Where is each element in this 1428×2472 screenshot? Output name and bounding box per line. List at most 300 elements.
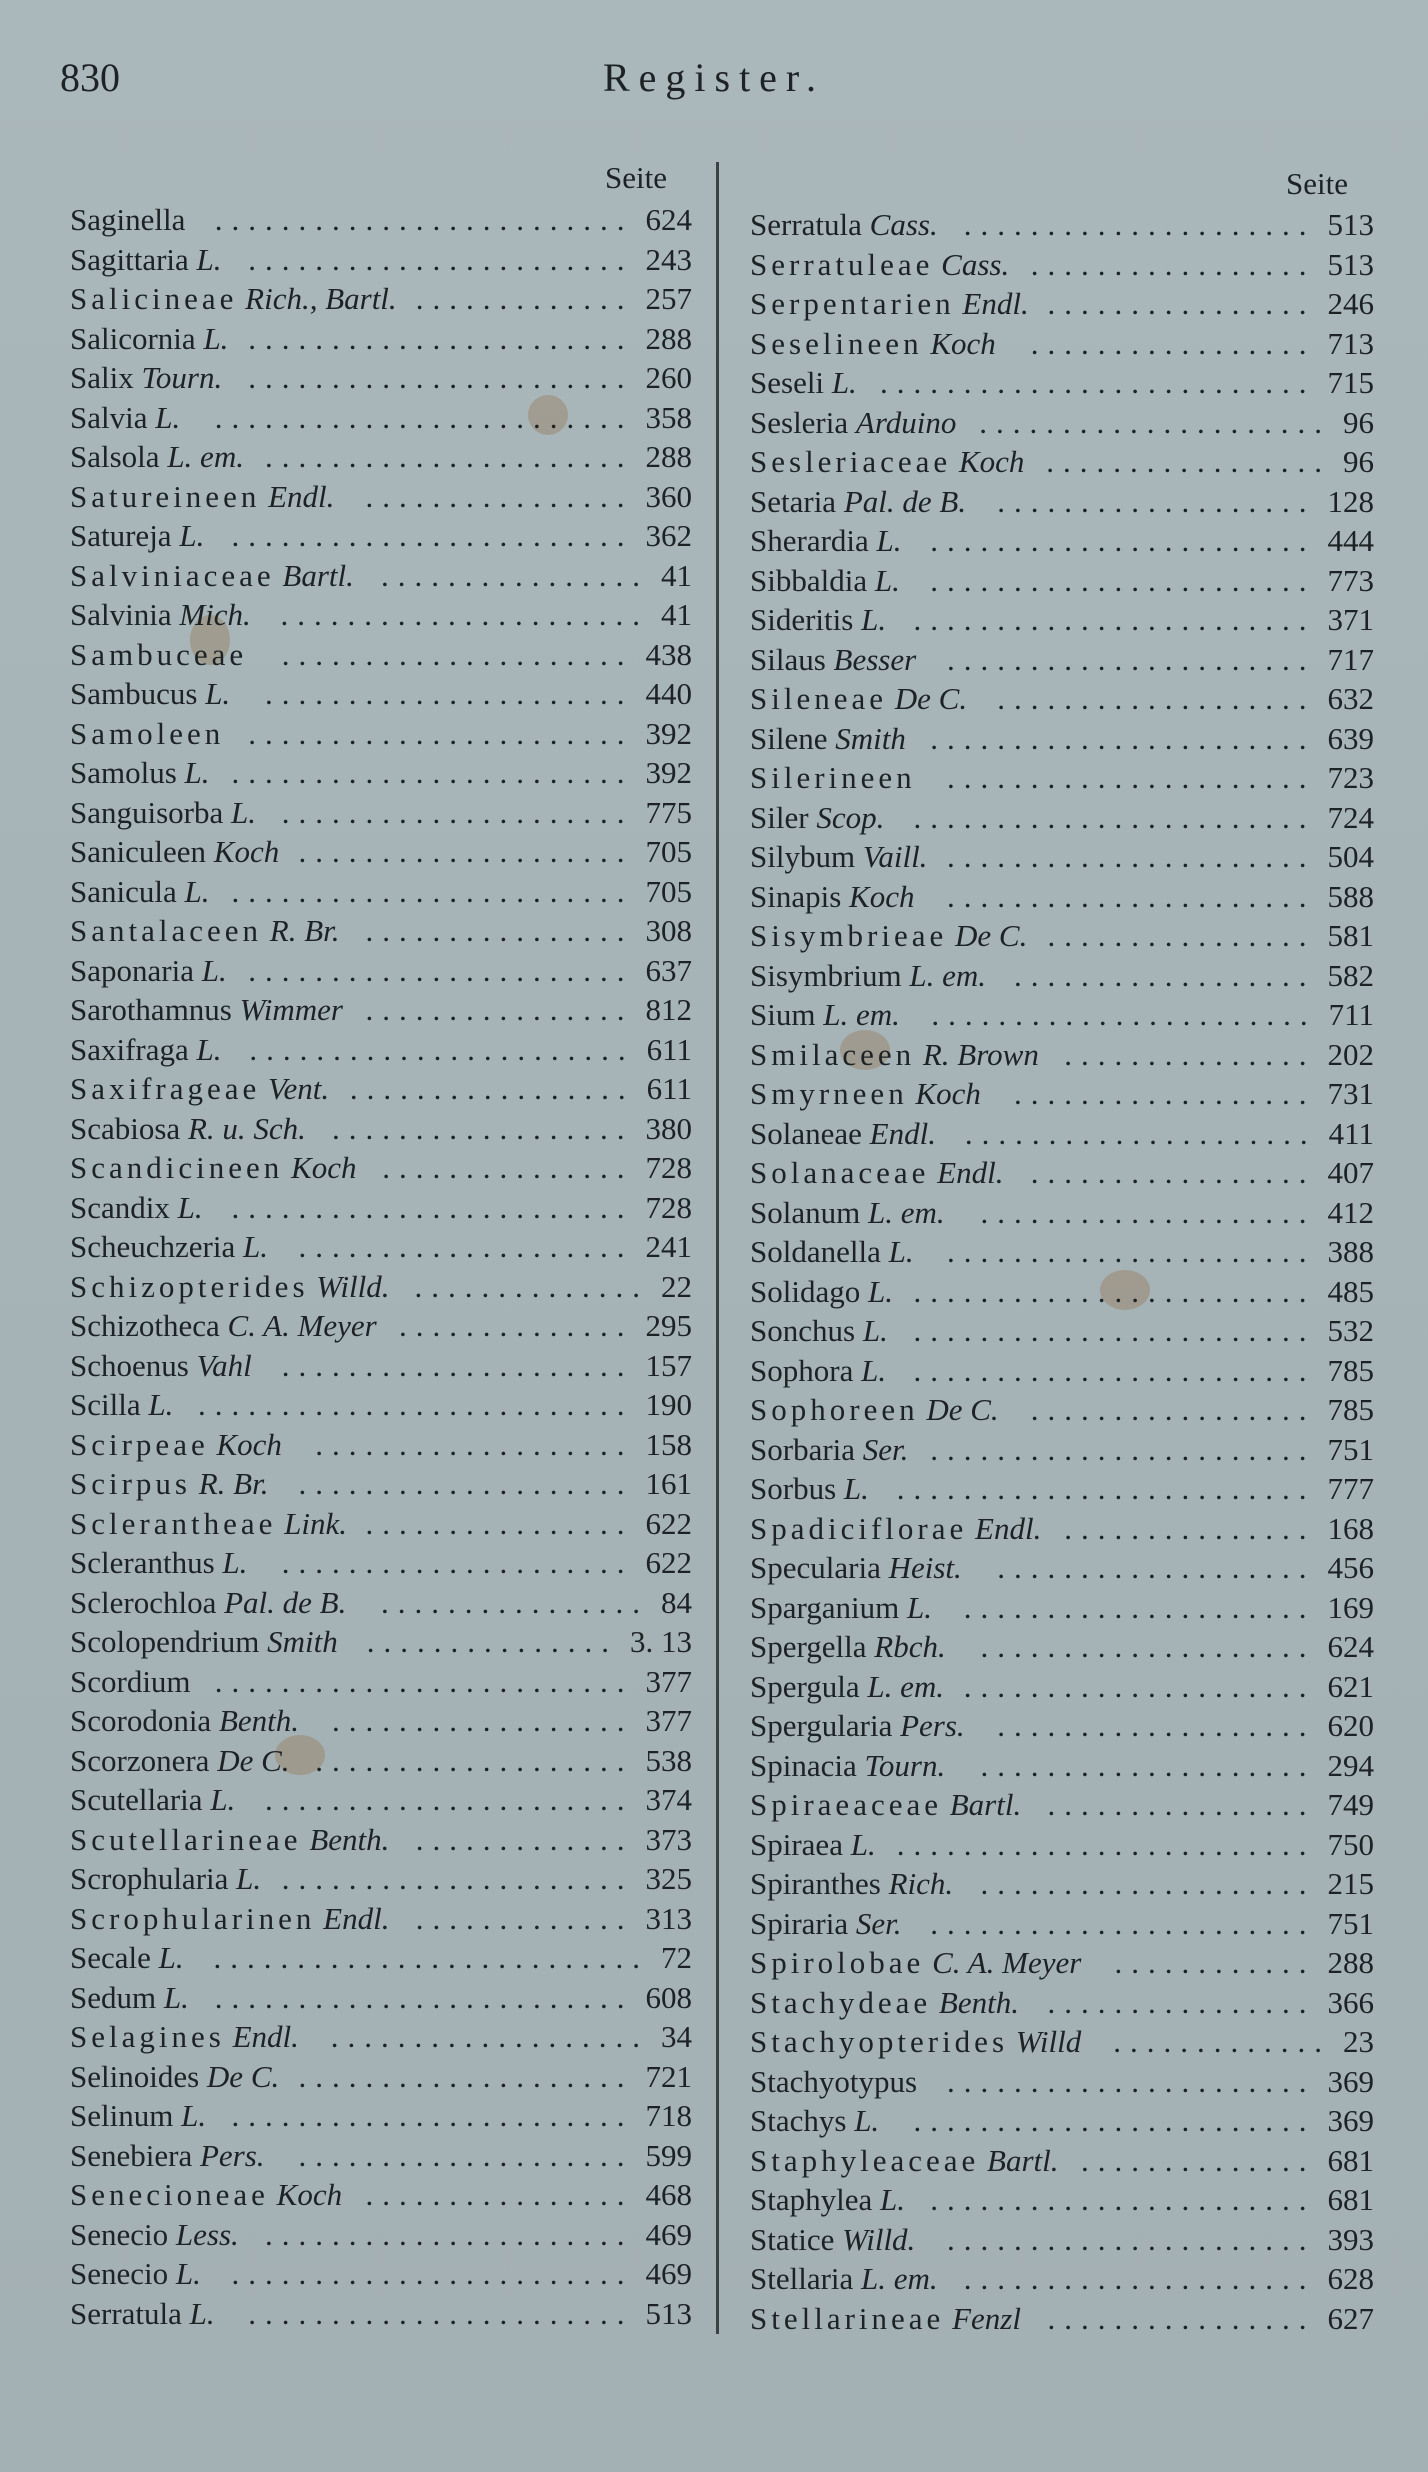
entry-name: Stachyopterides (750, 2024, 1009, 2059)
entry-term (70, 1741, 290, 1780)
entry-page: 161 (645, 1466, 692, 1501)
index-entry (750, 1864, 1374, 1903)
leader-dots: ............ (1114, 1945, 1316, 1980)
leader-dots: .................. (1014, 1076, 1316, 1111)
index-entry (70, 2175, 692, 2214)
faded-handwriting (40, 2390, 600, 2450)
entry-name: Saxifrageae (70, 1071, 261, 1106)
leader-dots: ............... (366, 1624, 618, 1659)
entry-name: Solidago (750, 1273, 861, 1309)
leader-dots: ....................... (248, 320, 634, 356)
entry-author: Endl. (869, 1115, 936, 1151)
leader-dots: ........................ (231, 2098, 634, 2133)
entry-page: 513 (1327, 207, 1374, 242)
entry-term (70, 2017, 299, 2056)
index-entry (750, 956, 1374, 995)
entry-name: Soldanella (750, 1234, 881, 1269)
entry-page: 599 (645, 2137, 692, 2173)
entry-author: Link. (284, 1505, 347, 1541)
entry-author: De C. (217, 1742, 290, 1778)
index-entry (70, 832, 692, 871)
entry-name: Scrophularinen (70, 1900, 316, 1936)
entry-page: 538 (645, 1742, 692, 1778)
entry-term (750, 798, 884, 837)
leader-dots: ................ (1047, 918, 1316, 953)
entry-author: L. (880, 2182, 905, 2217)
entry-page: 622 (645, 1545, 692, 1580)
entry-page: 681 (1327, 2182, 1374, 2217)
entry-page: 202 (1327, 1036, 1374, 1072)
entry-author: Scop. (816, 799, 885, 835)
index-entry (750, 600, 1374, 639)
index-entry (750, 1943, 1374, 1982)
entry-term (750, 1232, 914, 1271)
entry-name: Sorbus (750, 1471, 837, 1506)
entry-name: Scorodonia (70, 1703, 212, 1738)
entry-page: 750 (1327, 1826, 1374, 1862)
entry-author: Rich. (888, 1866, 954, 1901)
leader-dots: ....................... (930, 2182, 1316, 2217)
entry-author: L. (867, 1273, 893, 1309)
leader-dots: ....................... (248, 2295, 634, 2331)
index-entry (750, 995, 1374, 1034)
entry-term (750, 324, 996, 363)
leader-dots: ................. (349, 1071, 635, 1106)
entry-page: 713 (1327, 325, 1374, 361)
leader-dots: ........................ (913, 799, 1316, 835)
entry-term (70, 1109, 306, 1148)
entry-page: 611 (646, 1031, 692, 1067)
entry-author: R. u. Sch. (187, 1110, 306, 1146)
entry-author: De C. (926, 1392, 999, 1427)
entry-name: Statice (750, 2221, 835, 2257)
index-entry (70, 1109, 692, 1148)
entry-term (750, 1588, 932, 1627)
index-entry (70, 240, 692, 279)
entry-name: Sium (750, 997, 816, 1032)
entry-page: 621 (1327, 1668, 1374, 1704)
entry-term (70, 990, 343, 1029)
index-entry (70, 279, 692, 318)
entry-term (750, 1272, 893, 1311)
index-entry (70, 1188, 692, 1227)
entry-term (750, 2299, 1021, 2338)
entry-name: Silybum (750, 839, 856, 874)
index-entry (70, 2254, 692, 2293)
entry-page: 243 (645, 241, 692, 277)
leader-dots: ...................... (947, 878, 1316, 914)
entry-author: Cass. (941, 246, 1010, 282)
entry-page: 785 (1327, 1392, 1374, 1427)
index-entry (750, 1667, 1374, 1706)
entry-page: 362 (645, 518, 692, 553)
leader-dots: ..................... (281, 636, 634, 672)
entry-term (70, 1385, 173, 1424)
entry-name: Stellaria (750, 2261, 854, 2296)
entry-page: 749 (1327, 1787, 1374, 1822)
entry-term (750, 837, 927, 876)
entry-term (70, 635, 247, 674)
entry-page: 392 (645, 755, 692, 790)
entry-name: Samoleen (70, 715, 225, 751)
index-entry (750, 1983, 1374, 2022)
index-entry (70, 1227, 692, 1266)
entry-term (70, 2254, 201, 2293)
entry-name: Sileneae (750, 681, 888, 716)
entry-page: 308 (645, 913, 692, 948)
leader-dots: ................... (997, 1550, 1316, 1585)
index-entry (70, 1425, 692, 1464)
entry-author: R. Brown (922, 1036, 1039, 1072)
entry-term (750, 877, 914, 916)
entry-author: Willd. (842, 2221, 916, 2257)
entry-author: Endl. (268, 478, 335, 514)
entry-name: Staphyleaceae (750, 2142, 980, 2178)
entry-name: Saponaria (70, 952, 194, 988)
index-entry (750, 758, 1374, 797)
entry-name: Satureineen (70, 478, 261, 514)
entry-page: 469 (645, 2256, 692, 2291)
entry-term (70, 358, 222, 397)
entry-author: L. (874, 562, 900, 598)
entry-name: Salviniaceae (70, 557, 275, 593)
entry-author: L. (196, 241, 222, 277)
entry-name: Sesleria (750, 404, 849, 440)
index-entry (70, 1583, 692, 1622)
entry-term (70, 793, 256, 832)
entry-page: 717 (1327, 641, 1374, 677)
leader-dots: ..................... (281, 1861, 634, 1896)
leader-dots: ....................... (930, 720, 1316, 756)
entry-author: R. Br. (198, 1466, 269, 1501)
entry-term (750, 2259, 938, 2298)
entry-page: 84 (661, 1584, 692, 1620)
leader-dots: ................ (365, 1505, 634, 1541)
leader-dots: ...................... (265, 2216, 634, 2252)
entry-page: 611 (646, 1071, 692, 1106)
entry-page: 624 (1327, 1629, 1374, 1664)
entry-name: Sorbaria (750, 1431, 856, 1467)
index-entry (750, 521, 1374, 560)
entry-name: Silerineen (750, 760, 916, 795)
leader-dots: ............. (415, 1821, 634, 1857)
leader-dots: ..................... (963, 2261, 1316, 2296)
entry-name: Scheuchzeria (70, 1229, 236, 1264)
entry-name: Sherardia (750, 523, 869, 558)
leader-dots: ................. (1030, 325, 1316, 361)
entry-term (70, 911, 340, 950)
entry-term (750, 1390, 999, 1429)
leader-dots: ................ (381, 557, 649, 593)
entry-term (70, 1188, 203, 1227)
entry-page: 622 (645, 1505, 692, 1541)
index-entry (70, 872, 692, 911)
index-entry (70, 1346, 692, 1385)
entry-name: Senecio (70, 2256, 169, 2291)
leader-dots: ...................... (265, 439, 634, 474)
index-entry (750, 719, 1374, 758)
entry-page: 374 (645, 1782, 692, 1817)
index-entry (70, 1899, 692, 1938)
leader-dots: .................. (332, 1110, 634, 1146)
index-entry (70, 1978, 692, 2017)
index-entry (750, 1153, 1374, 1192)
entry-term (750, 1311, 888, 1350)
entry-term (70, 1859, 261, 1898)
entry-author: L. (175, 2256, 201, 2291)
leader-dots: ....................... (931, 997, 1317, 1032)
entry-author: L. (184, 755, 210, 790)
entry-term (70, 398, 180, 437)
entry-term (750, 442, 1024, 481)
entry-name: Spiraea (750, 1826, 843, 1862)
index-entry (70, 1464, 692, 1503)
leader-dots: ......................... (896, 1826, 1316, 1862)
entry-term (750, 2062, 917, 2101)
leader-dots: ................. (1046, 444, 1331, 479)
index-entry (750, 1114, 1374, 1153)
entry-term (750, 916, 1027, 955)
entry-term (70, 2057, 279, 2096)
entry-term (750, 1825, 876, 1864)
entry-name: Saxifraga (70, 1031, 189, 1067)
leader-dots: ....................... (930, 523, 1316, 558)
entry-term (750, 1114, 936, 1153)
leader-dots: ................ (1047, 1984, 1316, 2020)
entry-author: Ser. (862, 1431, 909, 1467)
leader-dots: ...................... (947, 1234, 1316, 1269)
entry-term (70, 319, 228, 358)
entry-term (70, 1662, 191, 1701)
entry-term (750, 561, 900, 600)
entry-name: Senecioneae (70, 2177, 269, 2212)
entry-name: Scrophularia (70, 1861, 229, 1896)
entry-author: L. (210, 1782, 236, 1817)
entry-term (750, 245, 1009, 284)
entry-term (70, 872, 210, 911)
index-entry (70, 2017, 692, 2056)
entry-name: Scilla (70, 1387, 141, 1422)
entry-page: 444 (1327, 523, 1374, 558)
entry-name: Stachydeae (750, 1984, 932, 2020)
entry-author: L. em. (823, 997, 900, 1032)
entry-name: Spiraeaceae (750, 1787, 942, 1822)
entry-name: Spirolobae (750, 1945, 925, 1980)
entry-name: Salix (70, 360, 134, 395)
leader-dots: .................... (980, 1747, 1316, 1783)
entry-author: Vent. (268, 1071, 330, 1106)
entry-term (750, 640, 916, 679)
entry-term (750, 1430, 908, 1469)
entry-term (750, 1548, 962, 1587)
entry-author: Ser. (855, 1905, 902, 1941)
entry-term (70, 516, 204, 555)
entry-author: L. em. (867, 1668, 945, 1704)
index-entry (750, 1904, 1374, 1943)
leader-dots: ................ (1047, 2300, 1316, 2336)
entry-term (70, 1069, 329, 1108)
entry-page: 504 (1327, 839, 1374, 874)
running-title: Register. (602, 55, 826, 100)
index-entry (750, 2299, 1374, 2338)
entry-page: 96 (1343, 444, 1374, 479)
entry-page: 731 (1327, 1076, 1374, 1111)
entry-name: Silaus (750, 641, 826, 677)
entry-page: 412 (1327, 1194, 1374, 1230)
leader-dots: ....................... (249, 1031, 635, 1067)
leader-dots: ....................... (930, 1431, 1316, 1467)
entry-term (750, 956, 986, 995)
entry-page: 627 (1327, 2300, 1374, 2336)
entry-author: Endl. (232, 2019, 299, 2054)
entry-page: 392 (645, 715, 692, 751)
entry-author: L. (181, 2098, 207, 2133)
entry-author: L. (196, 1031, 222, 1067)
entry-name: Spiraria (750, 1905, 849, 1941)
entry-author: Koch (958, 444, 1025, 479)
entry-term (70, 1346, 252, 1385)
entry-page: 388 (1327, 1234, 1374, 1269)
entry-author: Rich., Bartl. (245, 281, 397, 316)
entry-name: Saginella (70, 202, 186, 237)
page-header (0, 54, 1428, 114)
entry-name: Smilaceen (750, 1036, 916, 1072)
index-entry (750, 482, 1374, 521)
entry-term (750, 1904, 902, 1943)
leader-dots: .......................... (213, 1940, 649, 1975)
entry-page: 775 (645, 794, 692, 830)
entry-term (750, 2022, 1081, 2061)
entry-page: 360 (645, 478, 692, 514)
entry-name: Silene (750, 720, 828, 756)
entry-name: Setaria (750, 483, 837, 519)
entry-name: Solanaceae (750, 1155, 930, 1190)
leader-dots: ...................... (280, 597, 649, 632)
entry-author: L. (231, 794, 257, 830)
index-entry (70, 2096, 692, 2135)
entry-page: 624 (645, 202, 692, 237)
entry-term (70, 753, 210, 792)
entry-author: Fenzl (952, 2300, 1021, 2336)
entry-page: 325 (645, 1861, 692, 1896)
leader-dots: ........................ (231, 2256, 634, 2291)
leader-dots: ............. (415, 1900, 634, 1936)
leader-dots: .................... (298, 2058, 634, 2094)
entry-page: 628 (1327, 2261, 1374, 2296)
entry-name: Salsola (70, 439, 160, 474)
entry-author: Pers. (199, 2137, 265, 2173)
entry-author: Vahl (196, 1347, 252, 1383)
leader-dots: ................. (1030, 1155, 1316, 1190)
entry-term (750, 1864, 953, 1903)
entry-name: Sesleriaceae (750, 444, 952, 479)
leader-dots: ................. (1030, 1392, 1316, 1427)
entry-page: 632 (1327, 681, 1374, 716)
entry-page: 369 (1327, 2103, 1374, 2138)
entry-name: Scutellaria (70, 1782, 203, 1817)
leader-dots: ........................ (913, 1313, 1316, 1348)
leader-dots: ........................ (231, 1189, 634, 1225)
entry-name: Specularia (750, 1550, 881, 1585)
entry-author: Smith (835, 720, 906, 756)
entry-page: 485 (1327, 1273, 1374, 1309)
entry-author: Besser (833, 641, 917, 677)
entry-term (750, 1509, 1041, 1548)
index-entry (750, 2220, 1374, 2259)
entry-name: Scleranthus (70, 1545, 215, 1580)
leader-dots: ....................... (248, 241, 634, 277)
leader-dots: ............... (1064, 1510, 1316, 1546)
index-entry (70, 1780, 692, 1819)
entry-term (750, 1943, 1081, 1982)
index-entry (70, 674, 692, 713)
index-entry (70, 1543, 692, 1582)
entry-name: Selinum (70, 2098, 174, 2133)
entry-author: Endl. (937, 1155, 1004, 1190)
entry-name: Sanguisorba (70, 794, 224, 830)
entry-term (750, 1469, 869, 1508)
index-entry (70, 1267, 692, 1306)
entry-name: Santalaceen (70, 913, 263, 948)
index-entry (750, 2259, 1374, 2298)
entry-author: L. (203, 320, 229, 356)
index-entry (750, 1430, 1374, 1469)
leader-dots: .................... (298, 834, 634, 869)
leader-dots: ................ (1047, 286, 1316, 321)
entry-page: 469 (645, 2216, 692, 2252)
entry-page: 241 (645, 1229, 692, 1264)
entry-name: Spergularia (750, 1708, 893, 1743)
entry-term (70, 595, 251, 634)
entry-author: Arduino (855, 404, 957, 440)
index-entry (750, 2141, 1374, 2180)
entry-name: Solaneae (750, 1115, 862, 1151)
entry-page: 371 (1327, 602, 1374, 637)
entry-page: 513 (645, 2295, 692, 2331)
entry-page: 440 (645, 676, 692, 711)
index-entry (70, 2215, 692, 2254)
entry-page: 728 (645, 1150, 692, 1185)
entry-term (750, 1193, 945, 1232)
entry-author: L. (201, 952, 227, 988)
index-entry (70, 1938, 692, 1977)
entry-name: Seselineen (750, 325, 923, 361)
index-entry (70, 1306, 692, 1345)
index-entry (750, 2062, 1374, 2101)
entry-page: 728 (645, 1189, 692, 1225)
entry-term (750, 1153, 1003, 1192)
leader-dots: ........................ (913, 1352, 1316, 1388)
entry-page: 369 (1327, 2063, 1374, 2099)
entry-term (750, 2180, 905, 2219)
leader-dots: ..................... (281, 1545, 634, 1580)
index-entry (70, 951, 692, 990)
leader-dots: ........................ (913, 602, 1316, 637)
entry-page: 257 (645, 281, 692, 316)
entry-name: Schizopterides (70, 1268, 309, 1304)
entry-author: L. (242, 1229, 268, 1264)
entry-name: Sibbaldia (750, 562, 868, 598)
entry-term (70, 1780, 235, 1819)
index-entry (70, 1030, 692, 1069)
entry-page: 23 (1343, 2024, 1374, 2059)
index-entry (70, 990, 692, 1029)
index-entry (70, 1741, 692, 1780)
entry-page: 705 (645, 873, 692, 909)
entry-term (750, 1706, 965, 1745)
entry-author: L. em. (861, 2261, 938, 2296)
leader-dots: ......................... (214, 1663, 634, 1699)
